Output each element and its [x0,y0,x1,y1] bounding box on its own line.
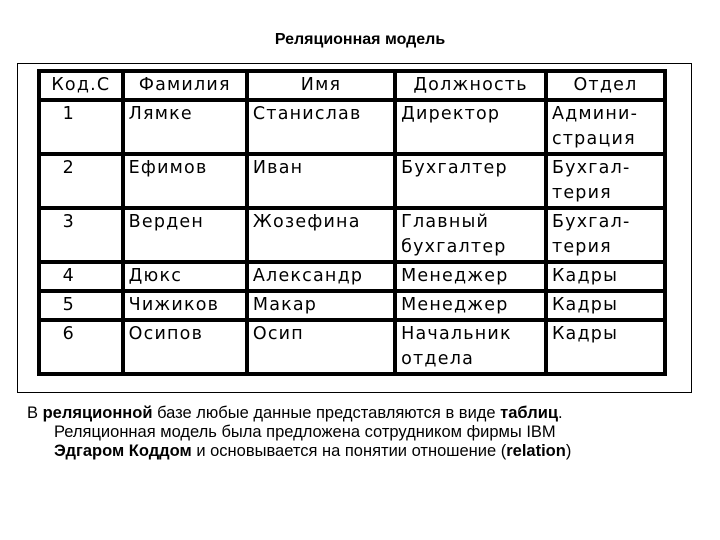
cell-position: Главный бухгалтер [395,208,546,262]
emphasis-relation: relation [506,442,566,460]
cell-code: 1 [39,100,123,154]
cell-department: Кадры [546,291,665,320]
cell-position: Бухгалтер [395,154,546,208]
description-text [27,404,697,461]
cell-position: Менеджер [395,291,546,320]
header-name: Имя [247,71,395,100]
header-department: Отдел [546,71,665,100]
cell-surname: Лямке [123,100,247,154]
table-header-row [39,71,665,100]
text-fragment: базе любые данные представляются в виде [152,404,501,422]
header-surname: Фамилия [123,71,247,100]
description-line-1 [27,404,697,423]
cell-department: Кадры [546,262,665,291]
cell-department: Бухгал- терия [546,208,665,262]
cell-name: Станислав [247,100,395,154]
slide-title: Реляционная модель [274,31,446,48]
cell-code: 5 [39,291,123,320]
emphasis-relational: реляционной [42,404,153,422]
cell-surname: Осипов [123,320,247,374]
table-row [39,262,665,291]
table-row [39,291,665,320]
relation-table [37,69,667,376]
table-row [39,208,665,262]
text-fragment: и основывается на понятии отношение ( [191,442,507,460]
cell-name: Жозефина [247,208,395,262]
cell-surname: Ефимов [123,154,247,208]
table-row [39,100,665,154]
emphasis-codd: Эдгаром Коддом [54,442,192,460]
cell-name: Макар [247,291,395,320]
header-position: Должность [395,71,546,100]
cell-department: Админи- страция [546,100,665,154]
cell-position: Начальник отдела [395,320,546,374]
cell-name: Иван [247,154,395,208]
cell-surname: Дюкс [123,262,247,291]
text-fragment: ) [565,442,572,460]
cell-surname: Чижиков [123,291,247,320]
header-code: Код.С [39,71,123,100]
text-fragment: В [27,404,43,422]
table-row [39,154,665,208]
text-fragment: . [557,404,563,422]
cell-code: 6 [39,320,123,374]
cell-name: Осип [247,320,395,374]
cell-name: Александр [247,262,395,291]
cell-code: 2 [39,154,123,208]
cell-code: 4 [39,262,123,291]
cell-surname: Верден [123,208,247,262]
description-line-2: Реляционная модель была предложена сотрудником фирмы IBM [54,423,556,441]
cell-position: Менеджер [395,262,546,291]
cell-code: 3 [39,208,123,262]
cell-position: Директор [395,100,546,154]
description-line-3 [27,442,697,461]
table-row [39,320,665,374]
cell-department: Бухгал- терия [546,154,665,208]
emphasis-tables: таблиц [500,404,558,422]
cell-department: Кадры [546,320,665,374]
